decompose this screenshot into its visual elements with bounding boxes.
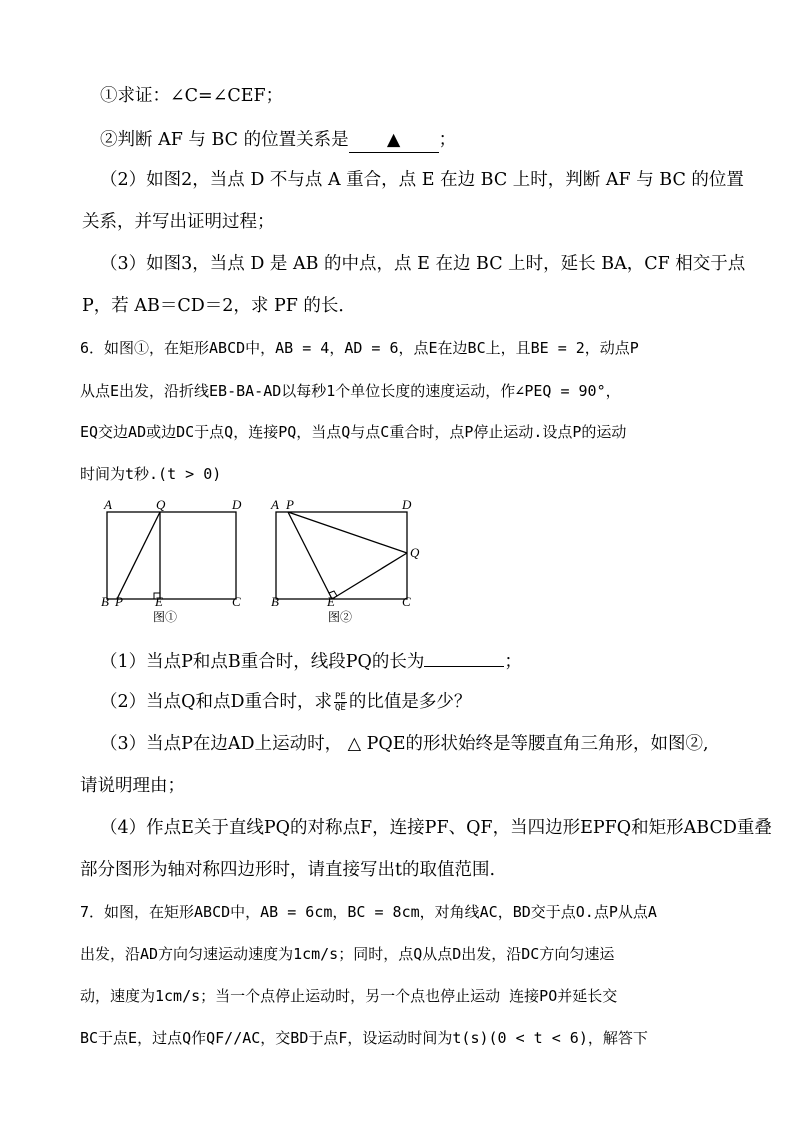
q6-sub3-line2: 请说明理由； [80, 776, 185, 796]
fraction-denominator: QE [335, 703, 346, 713]
fig1-label-e: E [155, 594, 163, 609]
q5-proof-item-1: ①求证：∠C=∠CEF； [100, 86, 284, 106]
fig1-label-a: A [104, 497, 112, 512]
fraction-pe-over-qe [334, 692, 347, 713]
fig2-label-b: B [271, 594, 279, 609]
fig1-label-b: B [101, 594, 109, 609]
q5-judge-text: ②判断 AF 与 BC 的位置关系是 [100, 130, 349, 150]
q5-part2-line1: （2）如图2，当点 D 不与点 A 重合，点 E 在边 BC 上时，判断 AF 与 BC 的位置 [100, 170, 744, 190]
q6-sub4-line1: （4）作点E关于直线PQ的对称点F，连接PF、QF，当四边形EPFQ和矩形ABCD重叠 [100, 818, 772, 838]
q6-sub1-text: （1）当点P和点B重合时，线段PQ的长为 [100, 652, 425, 672]
q6-sub2-text: （2）当点Q和点D重合时，求 [100, 692, 333, 712]
fig1-caption: 图① [153, 610, 178, 624]
q7-stem-line4: BC于点E，过点Q作QF//AC，交BD于点F，设运动时间为t(s)(0 < t < 6)，解答下 [80, 1029, 648, 1047]
q5-part3-line1: （3）如图3，当点 D 是 AB 的中点，点 E 在边 BC 上时，延长 BA，CF 相交于点 [100, 254, 746, 274]
q7-stem-line1: 7．如图，在矩形ABCD中，AB = 6cm，BC = 8cm，对角线AC，BD交于点O.点P从点A [80, 903, 657, 921]
q6-stem-line1: 6．如图①，在矩形ABCD中，AB = 4，AD = 6，点E在边BC上，且BE = 2，动点P [80, 339, 639, 357]
fraction-numerator: PE [335, 692, 346, 702]
q5-part2-line2: 关系，并写出证明过程； [82, 212, 275, 232]
fig1-segment-pq [117, 512, 160, 599]
fig1-rectangle [107, 512, 236, 599]
fig1-label-d: D [232, 497, 242, 512]
q6-sub4-line2: 部分图形为轴对称四边形时，请直接写出t的取值范围. [80, 860, 496, 880]
q6-stem-line2: 从点E出发，沿折线EB-BA-AD以每秒1个单位长度的速度运动，作∠PEQ = 90°， [80, 382, 621, 400]
fig2-caption: 图② [328, 610, 353, 624]
q6-sub2-end: 的比值是多少？ [348, 692, 472, 712]
q5-judge-end: ； [438, 130, 457, 150]
answer-blank: ▲ [349, 128, 439, 153]
q6-sub2 [100, 690, 471, 714]
q6-stem-line3: EQ交边AD或边DC于点Q，连接PQ，当点Q与点C重合时，点P停止运动.设点P的运动 [80, 423, 627, 441]
q5-part3-line2: P，若 AB＝CD＝2，求 PF 的长． [82, 296, 356, 316]
figure-2 [262, 495, 432, 630]
fig1-label-c: C [232, 594, 241, 609]
fig2-label-p: P [286, 497, 294, 512]
q7-stem-line3: 动，速度为1cm/s；当一个点停止运动时，另一个点也停止运动 连接PO并延长交 [80, 987, 618, 1005]
q7-stem-line2: 出发，沿AD方向匀速运动速度为1cm/s；同时，点Q从点D出发，沿DC方向匀速运 [80, 945, 615, 963]
q6-stem-line4: 时间为t秒.(t > 0) [80, 465, 222, 483]
fig2-label-e: E [327, 594, 335, 609]
fig1-label-q: Q [156, 497, 166, 512]
fig2-label-a: A [271, 497, 279, 512]
fig2-label-c: C [402, 594, 411, 609]
fig2-label-d: D [402, 497, 412, 512]
fig2-label-q: Q [410, 545, 420, 560]
q5-judge-item-2 [100, 128, 456, 153]
answer-blank [424, 648, 504, 667]
q6-sub3-line1: （3）当点P在边AD上运动时， △ PQE的形状始终是等腰直角三角形，如图②, [100, 734, 709, 754]
fig1-label-p: P [115, 594, 123, 609]
figure-1 [95, 495, 255, 630]
q6-sub1 [100, 648, 522, 674]
fig2-rectangle [276, 512, 407, 599]
q6-sub1-end: ； [504, 652, 522, 672]
fig2-segment-eq [332, 553, 407, 599]
